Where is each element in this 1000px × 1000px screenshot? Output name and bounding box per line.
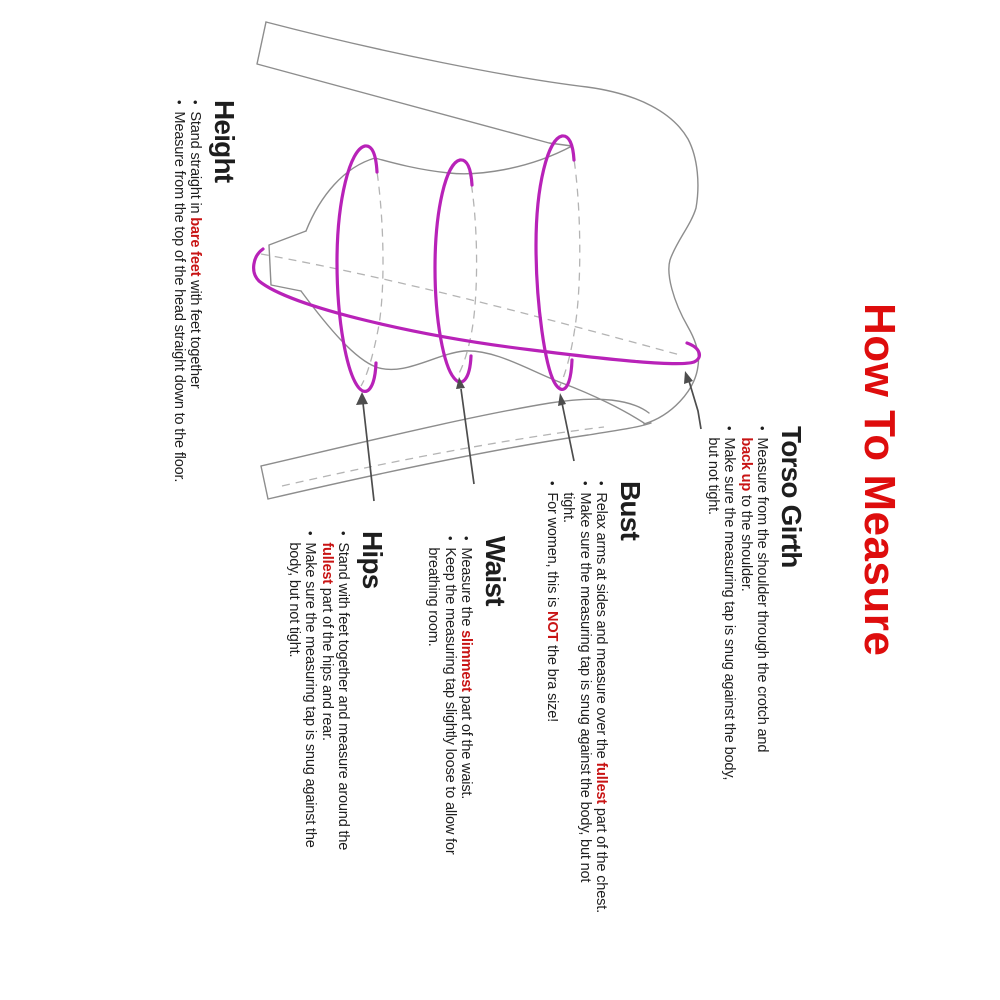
bullet-item <box>737 426 770 780</box>
bullet-text: Make sure the measuring tap is snug against the body, but not tight. <box>704 437 738 781</box>
bullet-item <box>187 100 203 482</box>
bullet-marker: • <box>722 426 738 431</box>
section-waist <box>425 536 511 855</box>
bullet-text: Stand straight in bare feet with feet together <box>187 111 203 389</box>
bullet-item <box>560 481 593 913</box>
bullet-marker: • <box>594 481 609 486</box>
bullet-text: Stand with feet together and measure around the fullest part of the hips and rear. <box>318 542 351 851</box>
highlighted-word: NOT <box>543 611 560 642</box>
bullet-text: Make sure the measuring tap is snug against the body, but not tight. <box>560 492 593 883</box>
highlighted-word: back up <box>737 437 754 492</box>
bullet-marker: • <box>336 531 351 536</box>
bullet-item <box>593 481 609 913</box>
highlighted-word: bare feet <box>187 217 203 277</box>
torso-girth-heading: Torso Girth <box>776 426 807 568</box>
bullet-marker: • <box>577 481 593 486</box>
page-title: How To Measure <box>855 303 904 657</box>
bullet-item <box>458 536 474 855</box>
bullet-item <box>425 536 458 855</box>
bust-heading: Bust <box>615 481 646 541</box>
bullet-text: Relax arms at sides and measure over the fullest part of the chest. <box>593 492 609 913</box>
bullet-marker: • <box>188 100 203 105</box>
highlighted-word: fullest <box>593 762 609 804</box>
bullet-item <box>543 481 559 913</box>
bullet-text: Measure from the shoulder through the crotch and back up to the shoulder. <box>737 437 770 753</box>
torso-girth-bullet-list <box>704 426 770 780</box>
height-heading: Height <box>209 100 240 183</box>
highlighted-word: fullest <box>318 542 335 584</box>
bullet-marker: • <box>459 536 474 541</box>
hips-heading: Hips <box>357 531 388 589</box>
bullet-item <box>170 100 186 482</box>
section-height <box>170 100 240 482</box>
bullet-item <box>318 531 351 850</box>
section-torso-girth <box>704 426 807 780</box>
bullet-text: Keep the measuring tap slightly loose to allow for breathing room. <box>425 547 458 855</box>
section-bust <box>543 481 646 913</box>
waist-bullet-list <box>425 536 474 855</box>
bullet-marker: • <box>171 100 187 105</box>
bust-bullet-list <box>543 481 609 913</box>
bullet-item <box>285 531 318 850</box>
bullet-text: Measure the slimmest part of the waist. <box>458 547 474 800</box>
waist-heading: Waist <box>480 536 511 606</box>
height-bullet-list <box>170 100 203 482</box>
bullet-marker: • <box>303 531 319 536</box>
bullet-marker: • <box>544 481 560 486</box>
section-hips <box>285 531 388 850</box>
bullet-marker: • <box>442 536 458 541</box>
highlighted-word: slimmest <box>458 630 474 692</box>
bullet-text: For women, this is NOT the bra size! <box>543 492 560 723</box>
bullet-text: Make sure the measuring tap is snug against the body, but not tight. <box>285 542 319 848</box>
hips-bullet-list <box>285 531 351 850</box>
bullet-item <box>704 426 737 780</box>
bullet-marker: • <box>755 426 770 431</box>
bullet-text: Measure from the top of the head straight down to the floor. <box>170 111 187 483</box>
